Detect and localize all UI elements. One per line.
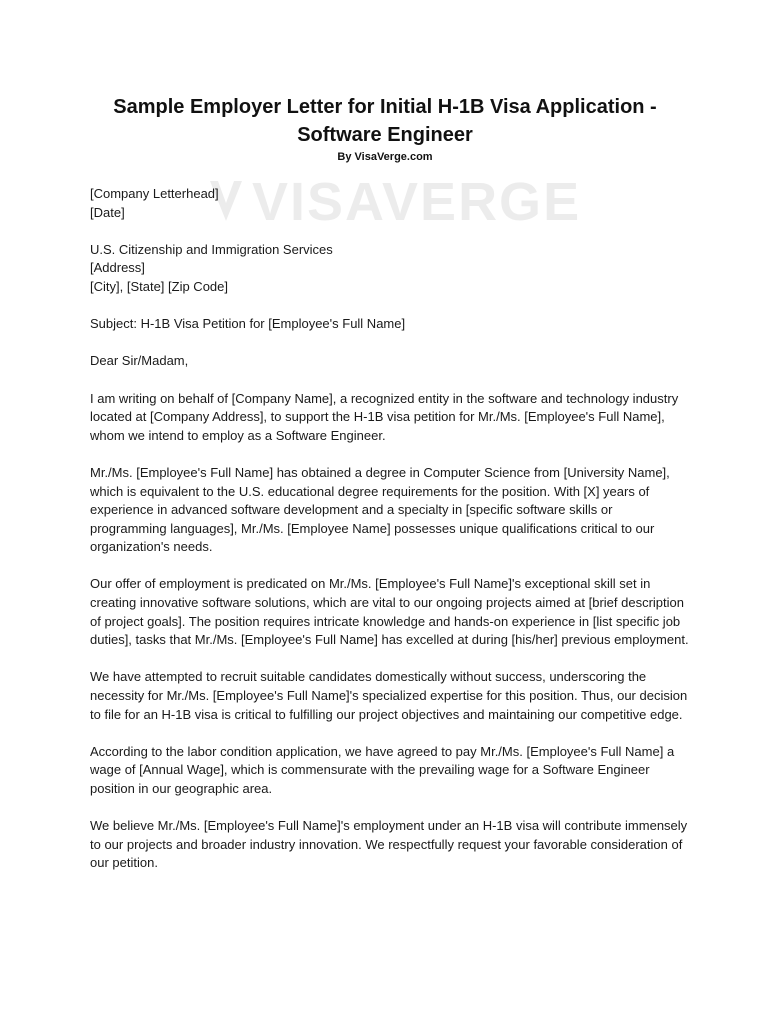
letter-body xyxy=(90,185,690,892)
salutation: Dear Sir/Madam, xyxy=(90,353,189,369)
recipient-name: U.S. Citizenship and Immigration Services xyxy=(90,241,333,257)
paragraph-wage: According to the labor condition application, we have agreed to pay Mr./Ms. [Employee's Full Name] a wage of [Annual Wage], which is commensurate with the prevailing wage for a Software Engineer position in our geographic area. xyxy=(90,743,675,796)
paragraph-closing: We believe Mr./Ms. [Employee's Full Name]'s employment under an H-1B visa will contribute immensely to our projects and broader industry innovation. We respectfully request your favorable consideration of our petition. xyxy=(90,818,688,871)
title-line-1: Sample Employer Letter for Initial H-1B Visa Application - xyxy=(113,96,657,118)
paragraph-intro: I am writing on behalf of [Company Name], a recognized entity in the software and technology industry located at [Company Address], to support the H-1B visa petition for Mr./Ms. [Employee's Full Name], whom we intend to employ as a Software Engineer. xyxy=(90,390,679,443)
document-title xyxy=(60,93,710,149)
recipient-city-state-zip: [City], [State] [Zip Code] xyxy=(90,278,228,294)
paragraph-offer: Our offer of employment is predicated on Mr./Ms. [Employee's Full Name]'s exceptional skill set in creating innovative software solutions, which are vital to our ongoing projects aimed at [brief description of project goals]. The position requires intricate knowledge and hands-on experience in [list specific job duties], tasks that Mr./Ms. [Employee's Full Name] has excelled at during [his/her] previous employment. xyxy=(90,576,689,648)
paragraph-recruitment: We have attempted to recruit suitable candidates domestically without success, underscoring the necessity for Mr./Ms. [Employee's Full Name]'s specialized expertise for this position. Thus, our decision to file for an H-1B visa is critical to fulfilling our project objectives and maintaining our competitive edge. xyxy=(90,669,688,722)
header-block xyxy=(90,185,690,222)
company-letterhead: [Company Letterhead] xyxy=(90,186,219,201)
subject-line: Subject: H-1B Visa Petition for [Employee's Full Name] xyxy=(90,316,406,332)
address-block xyxy=(90,241,690,297)
watermark-text: VISAVERGE xyxy=(252,172,582,232)
recipient-address: [Address] xyxy=(90,260,145,276)
paragraph-qualifications: Mr./Ms. [Employee's Full Name] has obtained a degree in Computer Science from [University Name], which is equivalent to the U.S. educational degree requirements for the position. With [X] years of experience in advanced software development and a specialty in [specific software skills or programming languages], Mr./Ms. [Employee Name] possesses unique qualifications critical to our organization's needs. xyxy=(90,464,670,555)
byline: By VisaVerge.com xyxy=(337,151,433,163)
title-line-2: Software Engineer xyxy=(297,124,473,146)
date-line: [Date] xyxy=(90,204,125,220)
